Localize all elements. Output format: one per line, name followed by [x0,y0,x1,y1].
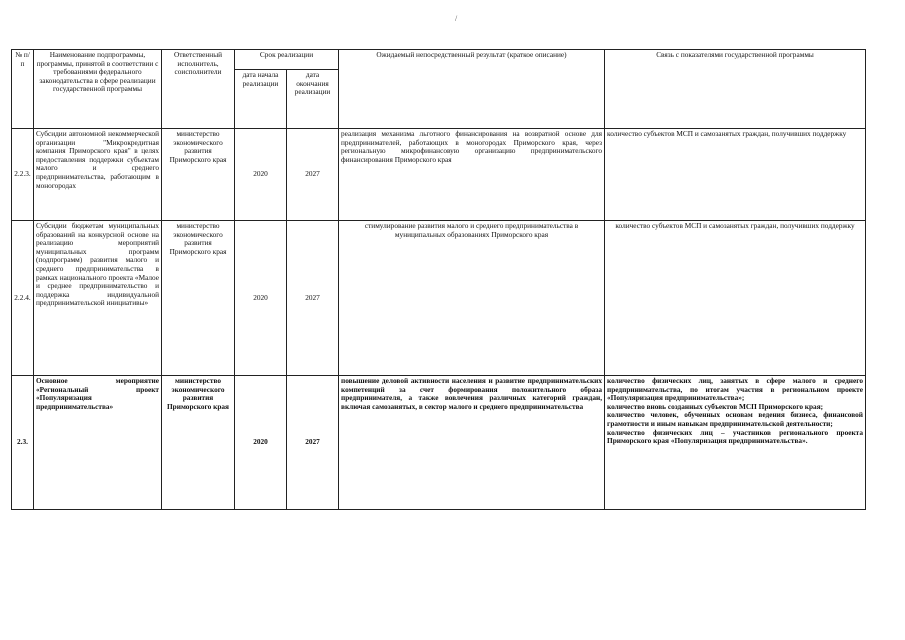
indicator-item: количество физических лиц – участников регионального проекта Приморского края «Популяризация предпринимательства». [607,427,864,446]
header-row [12,50,866,70]
header-start: дата начала реализации [235,70,287,129]
row-link-list [605,376,866,510]
row-end: 2027 [287,129,339,221]
row-number: 2.2.3. [12,129,34,221]
header-end: дата окончания реализации [287,70,339,129]
row-executor: министерство экономического развития Приморского края [162,376,235,510]
header-link: Связь с показателями государственной программы [605,50,866,129]
indicator-item: количество вновь созданных субъектов МСП Приморского края; [607,401,824,411]
program-table [11,49,866,510]
row-name: Основное мероприятие «Региональный проект «Популяризация предпринимательства» [34,376,162,510]
row-result: реализация механизма льготного финансирования на возвратной основе для предпринимателей, работающих в моногородах Приморского края, через региональную микрофинансовую организацию предпринимательского финансирования Приморского края [339,129,605,221]
header-executor: Ответственный исполнитель, соисполнители [162,50,235,129]
table-row [12,129,866,221]
header-num: № п/п [12,50,34,129]
row-result: стимулирование развития малого и среднего предпринимательства в муниципальных образованиях Приморского края [339,221,605,376]
table-row [12,376,866,510]
row-start: 2020 [235,129,287,221]
header-period: Срок реализации [235,50,339,70]
header-result: Ожидаемый непосредственный результат (краткое описание) [339,50,605,129]
corner-mark: / [455,14,458,23]
row-link: количество субъектов МСП и самозанятых граждан, получивших поддержку [605,221,866,376]
row-result: повышение деловой активности населения и развитие предпринимательских компетенций за счет формирования положительного образа предпринимателя, а также вовлечения различных категорий граждан, включая самозанятых, в сектор малого и среднего предпринимательства [339,376,605,510]
table-row [12,221,866,376]
row-number: 2.3. [12,376,34,510]
row-end: 2027 [287,376,339,510]
row-start: 2020 [235,221,287,376]
row-link: количество субъектов МСП и самозанятых граждан, получивших поддержку [605,129,866,221]
header-name: Наименование подпрограммы, программы, принятой в соответствии с требованиями федерального законодательства в сфере реализации государственной программы [34,50,162,129]
row-start: 2020 [235,376,287,510]
row-executor: министерство экономического развития Приморского края [162,221,235,376]
indicator-item: количество человек, обученных основам ведения бизнеса, финансовой грамотности и иным навыкам предпринимательской деятельности; [607,410,864,429]
row-name: Субсидии автономной некоммерческой организации "Микрокредитная компания Приморского края" в целях предоставления поддержки субъектам малого и среднего предпринимательства, работающим в моногородах [34,129,162,221]
row-name: Субсидии бюджетам муниципальных образований на конкурсной основе на реализацию мероприятий муниципальных программ (подпрограмм) развития малого и среднего предпринимательства в рамках национального проекта «Малое и среднее предпринимательство и поддержка индивидуальной предпринимательской инициативы» [34,221,162,376]
row-executor: министерство экономического развития Приморского края [162,129,235,221]
row-number: 2.2.4. [12,221,34,376]
row-end: 2027 [287,221,339,376]
indicator-item: количество физических лиц, занятых в сфере малого и среднего предпринимательства, по итогам участия в региональном проекте «Популяризация предпринимательства»; [607,376,864,403]
